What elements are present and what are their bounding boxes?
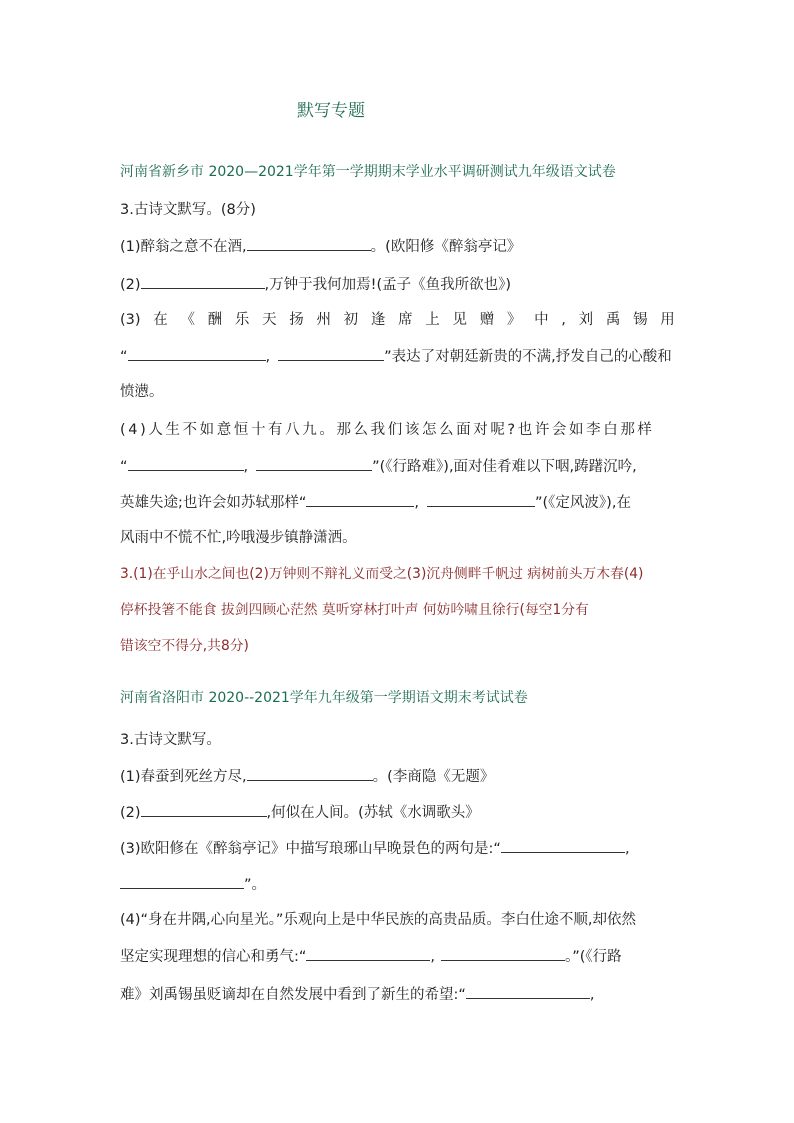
- answer-blank[interactable]: [247, 236, 371, 251]
- section1-q2: (2) ,万钟于我何加焉!(孟子《鱼我所欲也》): [120, 274, 511, 295]
- section1-source: 河南省新乡市 2020—2021学年第一学期期末学业水平调研测试九年级语文试卷: [120, 164, 616, 180]
- section1-q3-line2: “ , ”表达了对朝廷新贵的不满,抒发自己的心酸和: [120, 346, 672, 367]
- answer-blank[interactable]: [278, 346, 384, 361]
- answer-blank[interactable]: [141, 802, 267, 817]
- justified-char: (3): [120, 312, 141, 328]
- justified-char: 酬: [207, 312, 223, 328]
- section2-question-heading: 3.古诗文默写。: [120, 732, 221, 748]
- section1-q4-line4: 风雨中不慌不忙,吟哦漫步镇静潇洒。: [120, 530, 357, 546]
- justified-char: 中: [534, 312, 549, 328]
- justified-char: 扬: [289, 312, 304, 328]
- section2-q4-line3: 难》刘禹锡虽贬谪却在自然发展中看到了新生的希望:“ ,: [120, 984, 595, 1005]
- justified-char: 见: [452, 312, 467, 328]
- justified-char: 州: [316, 312, 331, 328]
- answer-key-line2: 停杯投箸不能食 拔剑四顾心茫然 莫听穿林打叶声 何妨吟啸且徐行(每空1分有: [120, 602, 589, 618]
- answer-blank[interactable]: [441, 946, 565, 961]
- answer-blank[interactable]: [128, 456, 244, 471]
- justified-char: 在: [153, 312, 168, 328]
- section2-q4-line2: 坚定实现理想的信心和勇气:“ , 。”(《行路: [120, 946, 622, 967]
- justified-char: 禹: [605, 312, 621, 328]
- answer-blank[interactable]: [120, 874, 244, 889]
- justified-char: 上: [425, 312, 440, 328]
- justified-char: 》: [506, 312, 522, 328]
- section2-source: 河南省洛阳市 2020--2021学年九年级第一学期语文期末考试试卷: [120, 690, 528, 706]
- section1-q3-line1: [120, 310, 675, 330]
- answer-key-line3: 错该空不得分,共8分): [120, 638, 249, 654]
- answer-blank[interactable]: [306, 492, 414, 507]
- answer-blank[interactable]: [256, 456, 372, 471]
- page-title: 默写专题: [297, 101, 365, 121]
- section1-q4-line1: (4)人生不如意恒十有八九。那么我们该怎么面对呢?也许会如李白那样: [120, 422, 655, 438]
- justified-char: 用: [660, 312, 675, 328]
- answer-blank[interactable]: [128, 346, 266, 361]
- section1-q1: (1)醉翁之意不在酒, 。(欧阳修《醉翁亭记》: [120, 236, 521, 257]
- justified-char: 刘: [578, 312, 594, 328]
- justified-char: 乐: [234, 312, 250, 328]
- answer-blank[interactable]: [306, 946, 430, 961]
- section1-q4-line3: 英雄失途;也许会如苏轼那样“ , ”(《定风波》),在: [120, 492, 631, 513]
- section2-q3-line2: ”。: [120, 874, 266, 895]
- section1-q4-line2: “ , ”(《行路难》),面对佳肴难以下咽,踌躇沉吟,: [120, 456, 637, 477]
- section1-question-heading: 3.古诗文默写。(8分): [120, 202, 256, 218]
- answer-key-line1: 3.(1)在乎山水之间也(2)万钟则不辩礼义而受之(3)沉舟侧畔千帆过 病树前头万木春(4): [120, 566, 644, 582]
- section2-q4-line1: (4)“身在井隅,心向星光。”乐观向上是中华民族的高贵品质。李白仕途不顺,却依然: [120, 912, 637, 928]
- justified-char: 席: [398, 312, 413, 328]
- answer-blank[interactable]: [427, 492, 535, 507]
- answer-blank[interactable]: [247, 766, 373, 781]
- section1-q3-line3: 愤懑。: [120, 384, 164, 400]
- answer-blank[interactable]: [141, 274, 265, 289]
- section2-q1: (1)春蚕到死丝方尽, 。(李商隐《无题》: [120, 766, 494, 787]
- justified-char: 赠: [479, 312, 495, 328]
- section2-q2: (2) ,何似在人间。(苏轼《水调歌头》: [120, 802, 480, 823]
- section2-q3-line1: (3)欧阳修在《醉翁亭记》中描写琅琊山早晚景色的两句是:“ ,: [120, 838, 630, 859]
- answer-blank[interactable]: [501, 838, 625, 853]
- justified-char: 初: [343, 312, 359, 328]
- justified-char: 锡: [633, 312, 648, 328]
- answer-blank[interactable]: [466, 984, 590, 999]
- justified-char: 天: [262, 312, 277, 328]
- justified-char: 《: [180, 312, 195, 328]
- justified-char: 逢: [370, 312, 386, 328]
- justified-char: ,: [561, 312, 566, 328]
